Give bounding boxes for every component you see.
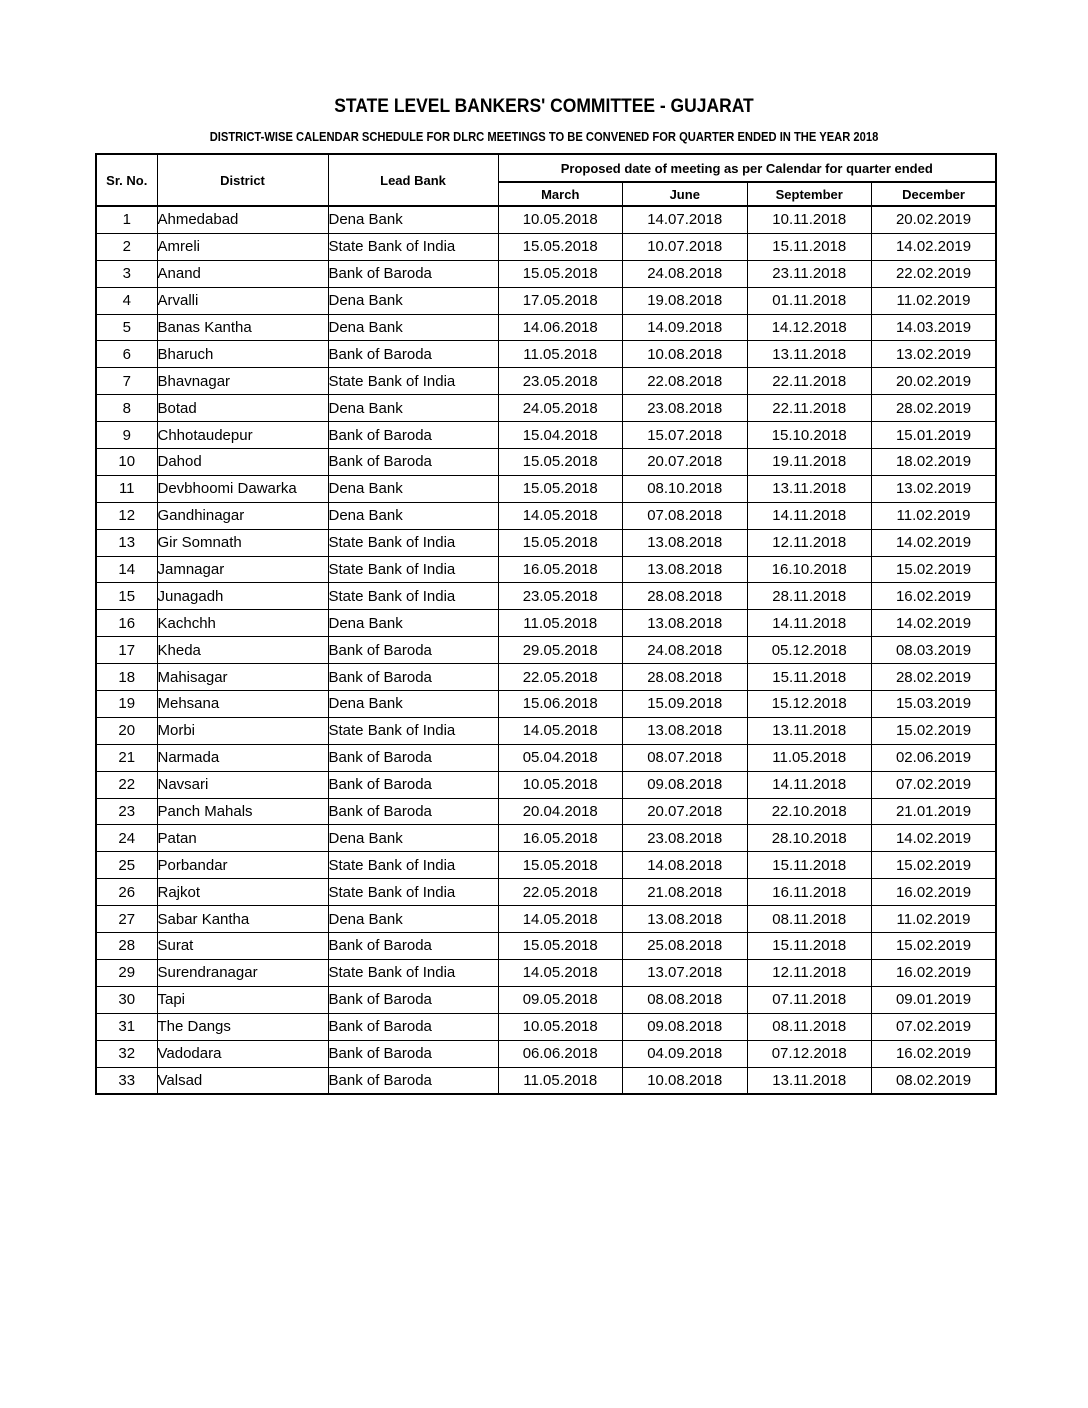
- lead-bank-cell: State Bank of India: [328, 879, 498, 906]
- lead-bank-cell: State Bank of India: [328, 529, 498, 556]
- lead-bank-cell: Dena Bank: [328, 825, 498, 852]
- district-cell: Patan: [157, 825, 328, 852]
- table-row: [96, 879, 996, 906]
- march-date-cell: 24.05.2018: [498, 395, 623, 422]
- september-date-cell: 15.11.2018: [747, 933, 872, 960]
- sr-no-cell: 11: [96, 475, 157, 502]
- lead-bank-cell: Dena Bank: [328, 502, 498, 529]
- lead-bank-cell: Bank of Baroda: [328, 1013, 498, 1040]
- march-date-cell: 15.05.2018: [498, 852, 623, 879]
- table-row: [96, 206, 996, 233]
- june-date-cell: 10.07.2018: [623, 233, 748, 260]
- september-date-cell: 05.12.2018: [747, 637, 872, 664]
- sr-no-cell: 6: [96, 341, 157, 368]
- district-cell: Chhotaudepur: [157, 422, 328, 449]
- table-row: [96, 529, 996, 556]
- december-date-cell: 14.02.2019: [872, 610, 997, 637]
- district-cell: Valsad: [157, 1067, 328, 1094]
- june-date-cell: 15.09.2018: [623, 691, 748, 718]
- march-date-cell: 10.05.2018: [498, 771, 623, 798]
- june-date-cell: 04.09.2018: [623, 1040, 748, 1067]
- header-proposed-dates-group: Proposed date of meeting as per Calendar for quarter ended: [498, 154, 996, 182]
- sr-no-cell: 17: [96, 637, 157, 664]
- table-row: [96, 583, 996, 610]
- district-cell: Kachchh: [157, 610, 328, 637]
- march-date-cell: 06.06.2018: [498, 1040, 623, 1067]
- lead-bank-cell: Bank of Baroda: [328, 933, 498, 960]
- march-date-cell: 23.05.2018: [498, 583, 623, 610]
- table-row: [96, 422, 996, 449]
- header-district: District: [157, 154, 328, 206]
- june-date-cell: 10.08.2018: [623, 1067, 748, 1094]
- september-date-cell: 13.11.2018: [747, 717, 872, 744]
- march-date-cell: 15.05.2018: [498, 529, 623, 556]
- district-cell: Devbhoomi Dawarka: [157, 475, 328, 502]
- june-date-cell: 08.08.2018: [623, 986, 748, 1013]
- lead-bank-cell: State Bank of India: [328, 852, 498, 879]
- lead-bank-cell: Dena Bank: [328, 206, 498, 233]
- december-date-cell: 15.02.2019: [872, 852, 997, 879]
- march-date-cell: 14.05.2018: [498, 502, 623, 529]
- june-date-cell: 13.08.2018: [623, 556, 748, 583]
- table-row: [96, 664, 996, 691]
- table-row: [96, 395, 996, 422]
- june-date-cell: 20.07.2018: [623, 449, 748, 476]
- march-date-cell: 09.05.2018: [498, 986, 623, 1013]
- june-date-cell: 13.08.2018: [623, 717, 748, 744]
- december-date-cell: 13.02.2019: [872, 341, 997, 368]
- march-date-cell: 16.05.2018: [498, 825, 623, 852]
- september-date-cell: 14.11.2018: [747, 502, 872, 529]
- september-date-cell: 11.05.2018: [747, 744, 872, 771]
- june-date-cell: 28.08.2018: [623, 664, 748, 691]
- sr-no-cell: 22: [96, 771, 157, 798]
- lead-bank-cell: Bank of Baroda: [328, 664, 498, 691]
- sr-no-cell: 19: [96, 691, 157, 718]
- district-cell: Banas Kantha: [157, 314, 328, 341]
- table-row: [96, 825, 996, 852]
- table-row: [96, 1040, 996, 1067]
- lead-bank-cell: Bank of Baroda: [328, 260, 498, 287]
- district-cell: Panch Mahals: [157, 798, 328, 825]
- march-date-cell: 15.05.2018: [498, 933, 623, 960]
- table-row: [96, 691, 996, 718]
- december-date-cell: 20.02.2019: [872, 368, 997, 395]
- september-date-cell: 19.11.2018: [747, 449, 872, 476]
- lead-bank-cell: State Bank of India: [328, 556, 498, 583]
- sr-no-cell: 25: [96, 852, 157, 879]
- march-date-cell: 15.05.2018: [498, 233, 623, 260]
- district-cell: Anand: [157, 260, 328, 287]
- sr-no-cell: 5: [96, 314, 157, 341]
- lead-bank-cell: State Bank of India: [328, 717, 498, 744]
- lead-bank-cell: Dena Bank: [328, 475, 498, 502]
- march-date-cell: 14.05.2018: [498, 959, 623, 986]
- sr-no-cell: 2: [96, 233, 157, 260]
- sr-no-cell: 23: [96, 798, 157, 825]
- table-body: [96, 206, 996, 1094]
- district-cell: Bhavnagar: [157, 368, 328, 395]
- district-cell: Bharuch: [157, 341, 328, 368]
- june-date-cell: 14.09.2018: [623, 314, 748, 341]
- december-date-cell: 08.02.2019: [872, 1067, 997, 1094]
- district-cell: Sabar Kantha: [157, 906, 328, 933]
- december-date-cell: 11.02.2019: [872, 906, 997, 933]
- june-date-cell: 08.07.2018: [623, 744, 748, 771]
- september-date-cell: 07.11.2018: [747, 986, 872, 1013]
- december-date-cell: 07.02.2019: [872, 1013, 997, 1040]
- september-date-cell: 15.12.2018: [747, 691, 872, 718]
- table-row: [96, 906, 996, 933]
- lead-bank-cell: State Bank of India: [328, 233, 498, 260]
- june-date-cell: 19.08.2018: [623, 287, 748, 314]
- lead-bank-cell: Dena Bank: [328, 314, 498, 341]
- district-cell: The Dangs: [157, 1013, 328, 1040]
- june-date-cell: 28.08.2018: [623, 583, 748, 610]
- district-cell: Surendranagar: [157, 959, 328, 986]
- june-date-cell: 23.08.2018: [623, 395, 748, 422]
- december-date-cell: 15.03.2019: [872, 691, 997, 718]
- table-row: [96, 556, 996, 583]
- september-date-cell: 15.11.2018: [747, 233, 872, 260]
- december-date-cell: 11.02.2019: [872, 287, 997, 314]
- march-date-cell: 14.05.2018: [498, 906, 623, 933]
- lead-bank-cell: Dena Bank: [328, 906, 498, 933]
- lead-bank-cell: State Bank of India: [328, 959, 498, 986]
- september-date-cell: 23.11.2018: [747, 260, 872, 287]
- district-cell: Rajkot: [157, 879, 328, 906]
- december-date-cell: 14.02.2019: [872, 825, 997, 852]
- header-month-september: September: [747, 182, 872, 206]
- lead-bank-cell: Bank of Baroda: [328, 449, 498, 476]
- march-date-cell: 16.05.2018: [498, 556, 623, 583]
- table-row: [96, 1067, 996, 1094]
- march-date-cell: 15.05.2018: [498, 260, 623, 287]
- september-date-cell: 14.11.2018: [747, 610, 872, 637]
- december-date-cell: 16.02.2019: [872, 959, 997, 986]
- september-date-cell: 13.11.2018: [747, 475, 872, 502]
- lead-bank-cell: Bank of Baroda: [328, 1067, 498, 1094]
- september-date-cell: 15.11.2018: [747, 664, 872, 691]
- district-cell: Gir Somnath: [157, 529, 328, 556]
- table-row: [96, 287, 996, 314]
- march-date-cell: 15.04.2018: [498, 422, 623, 449]
- sr-no-cell: 15: [96, 583, 157, 610]
- september-date-cell: 22.10.2018: [747, 798, 872, 825]
- september-date-cell: 07.12.2018: [747, 1040, 872, 1067]
- table-row: [96, 771, 996, 798]
- document-subtitle: DISTRICT-WISE CALENDAR SCHEDULE FOR DLRC MEETINGS TO BE CONVENED FOR QUARTER ENDED IN THE YEAR 2018: [209, 129, 879, 144]
- table-row: [96, 475, 996, 502]
- district-cell: Mahisagar: [157, 664, 328, 691]
- district-cell: Morbi: [157, 717, 328, 744]
- december-date-cell: 22.02.2019: [872, 260, 997, 287]
- september-date-cell: 08.11.2018: [747, 1013, 872, 1040]
- september-date-cell: 28.10.2018: [747, 825, 872, 852]
- december-date-cell: 08.03.2019: [872, 637, 997, 664]
- district-cell: Vadodara: [157, 1040, 328, 1067]
- september-date-cell: 16.11.2018: [747, 879, 872, 906]
- district-cell: Mehsana: [157, 691, 328, 718]
- table-row: [96, 744, 996, 771]
- june-date-cell: 13.08.2018: [623, 529, 748, 556]
- header-month-march: March: [498, 182, 623, 206]
- september-date-cell: 15.11.2018: [747, 852, 872, 879]
- sr-no-cell: 28: [96, 933, 157, 960]
- june-date-cell: 10.08.2018: [623, 341, 748, 368]
- december-date-cell: 14.02.2019: [872, 233, 997, 260]
- sr-no-cell: 8: [96, 395, 157, 422]
- march-date-cell: 23.05.2018: [498, 368, 623, 395]
- sr-no-cell: 7: [96, 368, 157, 395]
- sr-no-cell: 24: [96, 825, 157, 852]
- table-row: [96, 341, 996, 368]
- december-date-cell: 16.02.2019: [872, 583, 997, 610]
- table-row: [96, 1013, 996, 1040]
- december-date-cell: 07.02.2019: [872, 771, 997, 798]
- september-date-cell: 12.11.2018: [747, 959, 872, 986]
- district-cell: Arvalli: [157, 287, 328, 314]
- march-date-cell: 15.05.2018: [498, 449, 623, 476]
- sr-no-cell: 27: [96, 906, 157, 933]
- june-date-cell: 15.07.2018: [623, 422, 748, 449]
- december-date-cell: 11.02.2019: [872, 502, 997, 529]
- district-cell: Navsari: [157, 771, 328, 798]
- december-date-cell: 14.02.2019: [872, 529, 997, 556]
- lead-bank-cell: Dena Bank: [328, 395, 498, 422]
- lead-bank-cell: Dena Bank: [328, 610, 498, 637]
- september-date-cell: 08.11.2018: [747, 906, 872, 933]
- table-row: [96, 502, 996, 529]
- june-date-cell: 13.08.2018: [623, 610, 748, 637]
- december-date-cell: 28.02.2019: [872, 664, 997, 691]
- district-cell: Dahod: [157, 449, 328, 476]
- september-date-cell: 14.12.2018: [747, 314, 872, 341]
- june-date-cell: 07.08.2018: [623, 502, 748, 529]
- district-cell: Porbandar: [157, 852, 328, 879]
- district-cell: Narmada: [157, 744, 328, 771]
- june-date-cell: 24.08.2018: [623, 637, 748, 664]
- march-date-cell: 17.05.2018: [498, 287, 623, 314]
- march-date-cell: 11.05.2018: [498, 610, 623, 637]
- sr-no-cell: 14: [96, 556, 157, 583]
- june-date-cell: 24.08.2018: [623, 260, 748, 287]
- march-date-cell: 15.05.2018: [498, 475, 623, 502]
- september-date-cell: 13.11.2018: [747, 341, 872, 368]
- table-row: [96, 314, 996, 341]
- lead-bank-cell: State Bank of India: [328, 368, 498, 395]
- september-date-cell: 12.11.2018: [747, 529, 872, 556]
- june-date-cell: 25.08.2018: [623, 933, 748, 960]
- march-date-cell: 11.05.2018: [498, 1067, 623, 1094]
- june-date-cell: 23.08.2018: [623, 825, 748, 852]
- table-row: [96, 368, 996, 395]
- lead-bank-cell: Bank of Baroda: [328, 341, 498, 368]
- lead-bank-cell: Bank of Baroda: [328, 798, 498, 825]
- document-title: STATE LEVEL BANKERS' COMMITTEE - GUJARAT: [334, 96, 754, 117]
- september-date-cell: 22.11.2018: [747, 368, 872, 395]
- sr-no-cell: 9: [96, 422, 157, 449]
- december-date-cell: 02.06.2019: [872, 744, 997, 771]
- december-date-cell: 13.02.2019: [872, 475, 997, 502]
- lead-bank-cell: Bank of Baroda: [328, 744, 498, 771]
- march-date-cell: 22.05.2018: [498, 879, 623, 906]
- table-row: [96, 959, 996, 986]
- march-date-cell: 15.06.2018: [498, 691, 623, 718]
- sr-no-cell: 31: [96, 1013, 157, 1040]
- sr-no-cell: 20: [96, 717, 157, 744]
- sr-no-cell: 33: [96, 1067, 157, 1094]
- sr-no-cell: 10: [96, 449, 157, 476]
- sr-no-cell: 4: [96, 287, 157, 314]
- march-date-cell: 29.05.2018: [498, 637, 623, 664]
- table-row: [96, 233, 996, 260]
- district-cell: Surat: [157, 933, 328, 960]
- header-month-june: June: [623, 182, 748, 206]
- sr-no-cell: 26: [96, 879, 157, 906]
- district-cell: Botad: [157, 395, 328, 422]
- march-date-cell: 22.05.2018: [498, 664, 623, 691]
- district-cell: Junagadh: [157, 583, 328, 610]
- june-date-cell: 09.08.2018: [623, 1013, 748, 1040]
- march-date-cell: 20.04.2018: [498, 798, 623, 825]
- table-row: [96, 449, 996, 476]
- sr-no-cell: 16: [96, 610, 157, 637]
- sr-no-cell: 21: [96, 744, 157, 771]
- march-date-cell: 05.04.2018: [498, 744, 623, 771]
- september-date-cell: 14.11.2018: [747, 771, 872, 798]
- table-row: [96, 260, 996, 287]
- sr-no-cell: 1: [96, 206, 157, 233]
- december-date-cell: 09.01.2019: [872, 986, 997, 1013]
- table-header: [96, 154, 996, 206]
- june-date-cell: 14.08.2018: [623, 852, 748, 879]
- table-row: [96, 610, 996, 637]
- september-date-cell: 28.11.2018: [747, 583, 872, 610]
- sr-no-cell: 18: [96, 664, 157, 691]
- header-lead-bank: Lead Bank: [328, 154, 498, 206]
- sr-no-cell: 30: [96, 986, 157, 1013]
- december-date-cell: 28.02.2019: [872, 395, 997, 422]
- march-date-cell: 10.05.2018: [498, 1013, 623, 1040]
- lead-bank-cell: State Bank of India: [328, 583, 498, 610]
- december-date-cell: 18.02.2019: [872, 449, 997, 476]
- lead-bank-cell: Bank of Baroda: [328, 637, 498, 664]
- december-date-cell: 15.01.2019: [872, 422, 997, 449]
- district-cell: Gandhinagar: [157, 502, 328, 529]
- table-row: [96, 798, 996, 825]
- lead-bank-cell: Dena Bank: [328, 287, 498, 314]
- december-date-cell: 15.02.2019: [872, 933, 997, 960]
- december-date-cell: 20.02.2019: [872, 206, 997, 233]
- lead-bank-cell: Bank of Baroda: [328, 986, 498, 1013]
- march-date-cell: 14.05.2018: [498, 717, 623, 744]
- december-date-cell: 16.02.2019: [872, 1040, 997, 1067]
- district-cell: Kheda: [157, 637, 328, 664]
- table-row: [96, 933, 996, 960]
- lead-bank-cell: Bank of Baroda: [328, 771, 498, 798]
- district-cell: Tapi: [157, 986, 328, 1013]
- lead-bank-cell: Bank of Baroda: [328, 1040, 498, 1067]
- september-date-cell: 22.11.2018: [747, 395, 872, 422]
- march-date-cell: 11.05.2018: [498, 341, 623, 368]
- september-date-cell: 10.11.2018: [747, 206, 872, 233]
- december-date-cell: 15.02.2019: [872, 556, 997, 583]
- june-date-cell: 09.08.2018: [623, 771, 748, 798]
- december-date-cell: 14.03.2019: [872, 314, 997, 341]
- lead-bank-cell: Bank of Baroda: [328, 422, 498, 449]
- september-date-cell: 13.11.2018: [747, 1067, 872, 1094]
- june-date-cell: 21.08.2018: [623, 879, 748, 906]
- table-row: [96, 852, 996, 879]
- june-date-cell: 13.07.2018: [623, 959, 748, 986]
- sr-no-cell: 3: [96, 260, 157, 287]
- september-date-cell: 16.10.2018: [747, 556, 872, 583]
- district-cell: Amreli: [157, 233, 328, 260]
- table-row: [96, 986, 996, 1013]
- june-date-cell: 20.07.2018: [623, 798, 748, 825]
- table-row: [96, 637, 996, 664]
- december-date-cell: 21.01.2019: [872, 798, 997, 825]
- june-date-cell: 08.10.2018: [623, 475, 748, 502]
- march-date-cell: 14.06.2018: [498, 314, 623, 341]
- header-sr-no: Sr. No.: [96, 154, 157, 206]
- june-date-cell: 14.07.2018: [623, 206, 748, 233]
- march-date-cell: 10.05.2018: [498, 206, 623, 233]
- header-month-december: December: [872, 182, 997, 206]
- december-date-cell: 15.02.2019: [872, 717, 997, 744]
- district-cell: Ahmedabad: [157, 206, 328, 233]
- sr-no-cell: 13: [96, 529, 157, 556]
- september-date-cell: 15.10.2018: [747, 422, 872, 449]
- district-cell: Jamnagar: [157, 556, 328, 583]
- sr-no-cell: 32: [96, 1040, 157, 1067]
- sr-no-cell: 29: [96, 959, 157, 986]
- december-date-cell: 16.02.2019: [872, 879, 997, 906]
- september-date-cell: 01.11.2018: [747, 287, 872, 314]
- sr-no-cell: 12: [96, 502, 157, 529]
- lead-bank-cell: Dena Bank: [328, 691, 498, 718]
- table-row: [96, 717, 996, 744]
- june-date-cell: 13.08.2018: [623, 906, 748, 933]
- dlrc-schedule-table: [95, 153, 997, 1095]
- june-date-cell: 22.08.2018: [623, 368, 748, 395]
